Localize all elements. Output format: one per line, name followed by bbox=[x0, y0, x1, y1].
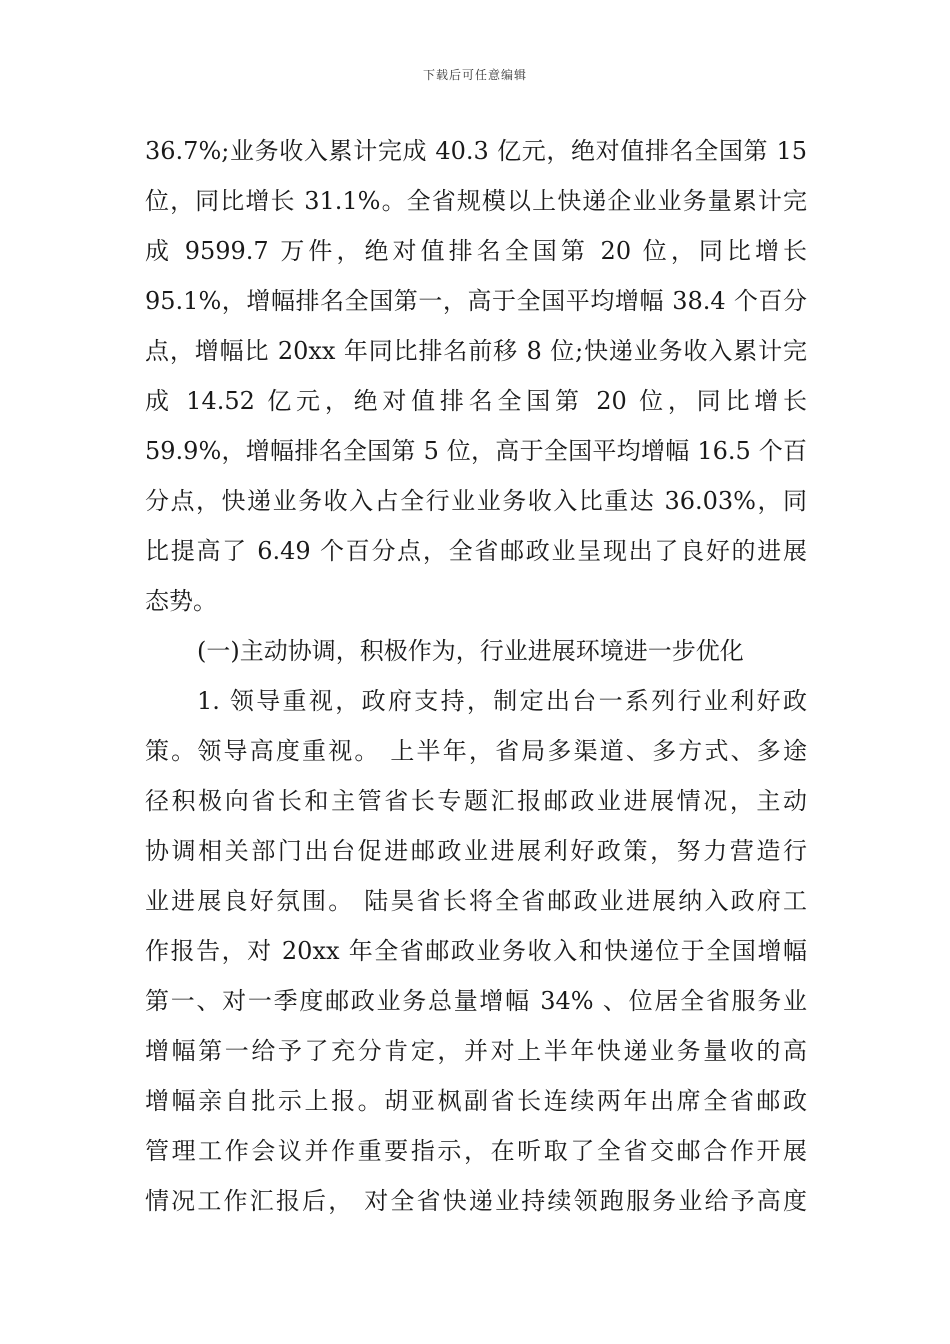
text-line: 第一、对一季度邮政业务总量增幅 34% 、位居全省服务业 bbox=[145, 987, 807, 1015]
text-line: 态势。 bbox=[145, 587, 217, 615]
text-line: 分点，快递业务收入占全行业业务收入比重达 36.03%，同 bbox=[145, 487, 807, 515]
text-line: 成 9599.7 万件，绝对值排名全国第 20 位，同比增长 bbox=[145, 237, 807, 265]
text-line: 成 14.52 亿元，绝对值排名全国第 20 位，同比增长 bbox=[145, 387, 807, 415]
text-line: 位，同比增长 31.1%。全省规模以上快递企业业务量累计完 bbox=[145, 187, 807, 215]
text-line: 点，增幅比 20xx 年同比排名前移 8 位;快递业务收入累计完 bbox=[145, 337, 807, 365]
text-line: 增幅亲自批示上报。胡亚枫副省长连续两年出席全省邮政 bbox=[145, 1087, 807, 1115]
text-line: 情况工作汇报后， 对全省快递业持续领跑服务业给予高度 bbox=[145, 1187, 807, 1215]
text-line: 业进展良好氛围。 陆昊省长将全省邮政业进展纳入政府工 bbox=[145, 887, 807, 915]
text-line: 1. 领导重视，政府支持，制定出台一系列行业利好政 bbox=[197, 687, 807, 715]
text-line: 比提高了 6.49 个百分点，全省邮政业呈现出了良好的进展 bbox=[145, 537, 807, 565]
text-line: 增幅第一给予了充分肯定，并对上半年快递业务量收的高 bbox=[145, 1037, 807, 1065]
document-body bbox=[145, 126, 807, 1226]
page-header: 下载后可任意编辑 bbox=[422, 68, 527, 82]
text-line: 36.7%;业务收入累计完成 40.3 亿元，绝对值排名全国第 15 bbox=[145, 137, 807, 165]
text-line: 59.9%，增幅排名全国第 5 位，高于全国平均增幅 16.5 个百 bbox=[145, 437, 807, 465]
section-heading: (一)主动协调，积极作为，行业进展环境进一步优化 bbox=[197, 637, 744, 665]
text-line: 径积极向省长和主管省长专题汇报邮政业进展情况，主动 bbox=[145, 787, 807, 815]
text-line: 95.1%，增幅排名全国第一，高于全国平均增幅 38.4 个百分 bbox=[145, 287, 807, 315]
text-line: 管理工作会议并作重要指示，在听取了全省交邮合作开展 bbox=[145, 1137, 807, 1165]
text-line: 协调相关部门出台促进邮政业进展利好政策，努力营造行 bbox=[145, 837, 807, 865]
text-line: 策。领导高度重视。 上半年，省局多渠道、多方式、多途 bbox=[145, 737, 807, 765]
text-line: 作报告，对 20xx 年全省邮政业务收入和快递位于全国增幅 bbox=[145, 937, 807, 965]
